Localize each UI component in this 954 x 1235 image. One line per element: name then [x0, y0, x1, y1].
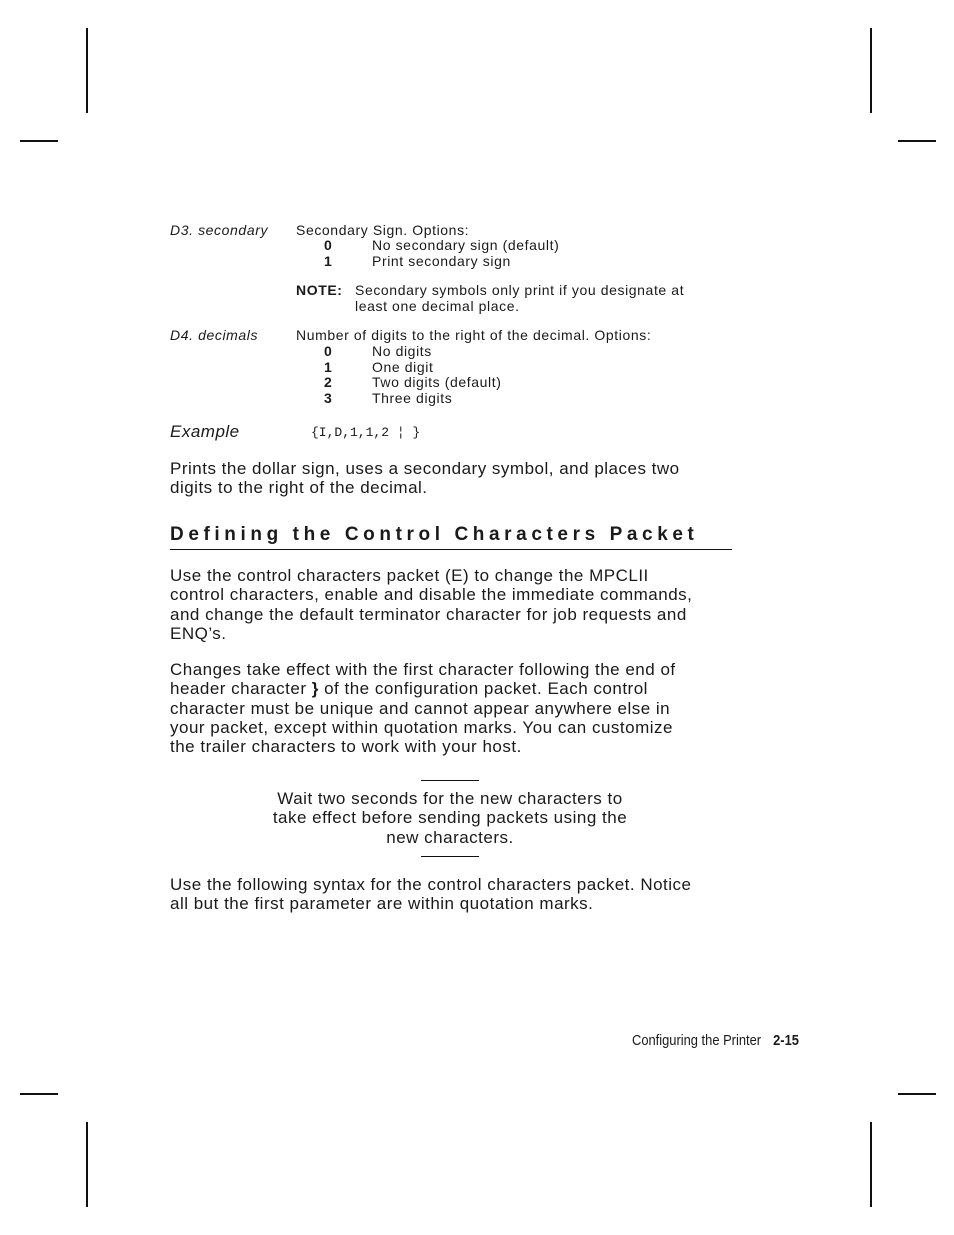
option-text: Two digits (default) [372, 374, 502, 390]
example-code: {I,D,1,1,2 ¦ } [311, 425, 421, 440]
param-desc-d3: Secondary Sign. Options: [296, 222, 470, 238]
paragraph-line: and change the default terminator character for job requests and [170, 604, 687, 624]
crop-mark-bottom-right-horizontal [898, 1093, 936, 1095]
brace-character: } [311, 679, 319, 699]
option-code: 0 [324, 343, 333, 359]
crop-mark-bottom-left-vertical [86, 1122, 88, 1207]
paragraph-line: all but the first parameter are within quotation marks. [170, 894, 594, 914]
footer-title: Configuring the Printer [632, 1032, 762, 1049]
option-text: Print secondary sign [372, 253, 511, 269]
text-fragment: of the configuration packet. Each control [318, 679, 648, 699]
option-code: 3 [324, 390, 333, 406]
crop-mark-bottom-left-horizontal [20, 1093, 58, 1095]
option-code: 1 [324, 253, 333, 269]
note-line: least one decimal place. [355, 298, 520, 314]
paragraph-line: digits to the right of the decimal. [170, 478, 428, 498]
crop-mark-top-left-vertical [86, 28, 88, 113]
heading-rule [170, 549, 732, 550]
paragraph-line: Prints the dollar sign, uses a secondary symbol, and places two [170, 459, 680, 478]
notice-top-rule [421, 780, 479, 781]
paragraph-line: Use the control characters packet (E) to change the MPCLII [170, 566, 649, 585]
paragraph-line: Use the following syntax for the control characters packet. Notice [170, 875, 692, 894]
note-label: NOTE: [296, 282, 343, 298]
paragraph-line: character must be unique and cannot appear anywhere else in [170, 698, 671, 718]
page-number: 2-15 [773, 1032, 799, 1049]
option-text: No secondary sign (default) [372, 237, 560, 253]
param-desc-d4: Number of digits to the right of the decimal. Options: [296, 327, 652, 343]
paragraph-line: ENQ’s. [170, 623, 227, 643]
option-text: Three digits [372, 390, 453, 406]
page-footer [632, 1032, 799, 1049]
paragraph-syntax [170, 875, 740, 914]
paragraph-changes [170, 660, 740, 756]
crop-mark-top-right-vertical [870, 28, 872, 113]
option-code: 2 [324, 374, 333, 390]
crop-mark-top-right-horizontal [898, 140, 936, 142]
paragraph-intro [170, 566, 740, 643]
option-code: 1 [324, 359, 333, 375]
paragraph-line [170, 679, 740, 698]
paragraph-line: your packet, except within quotation marks. You can customize [170, 717, 673, 737]
crop-mark-top-left-horizontal [20, 140, 58, 142]
example-label: Example [170, 422, 240, 441]
note-line: Secondary symbols only print if you designate at [355, 282, 685, 298]
paragraph-line: control characters, enable and disable the immediate commands, [170, 585, 693, 605]
paragraph-line: Changes take effect with the first character following the end of [170, 660, 676, 679]
option-text: No digits [372, 343, 432, 359]
option-text: One digit [372, 359, 434, 375]
notice-line: new characters. [386, 827, 514, 847]
param-name-d4: D4. decimals [170, 327, 259, 343]
section-heading: Defining the Control Characters Packet [170, 524, 699, 545]
notice-line: Wait two seconds for the new characters to [277, 789, 623, 808]
example-description [170, 459, 740, 498]
notice-line: take effect before sending packets using the [272, 808, 628, 828]
param-name-d3: D3. secondary [170, 222, 269, 238]
text-fragment: header character [170, 679, 312, 699]
notice-text [240, 789, 660, 847]
crop-mark-bottom-right-vertical [870, 1122, 872, 1207]
option-code: 0 [324, 237, 333, 253]
paragraph-line: the trailer characters to work with your host. [170, 737, 522, 757]
notice-bottom-rule [421, 856, 479, 857]
